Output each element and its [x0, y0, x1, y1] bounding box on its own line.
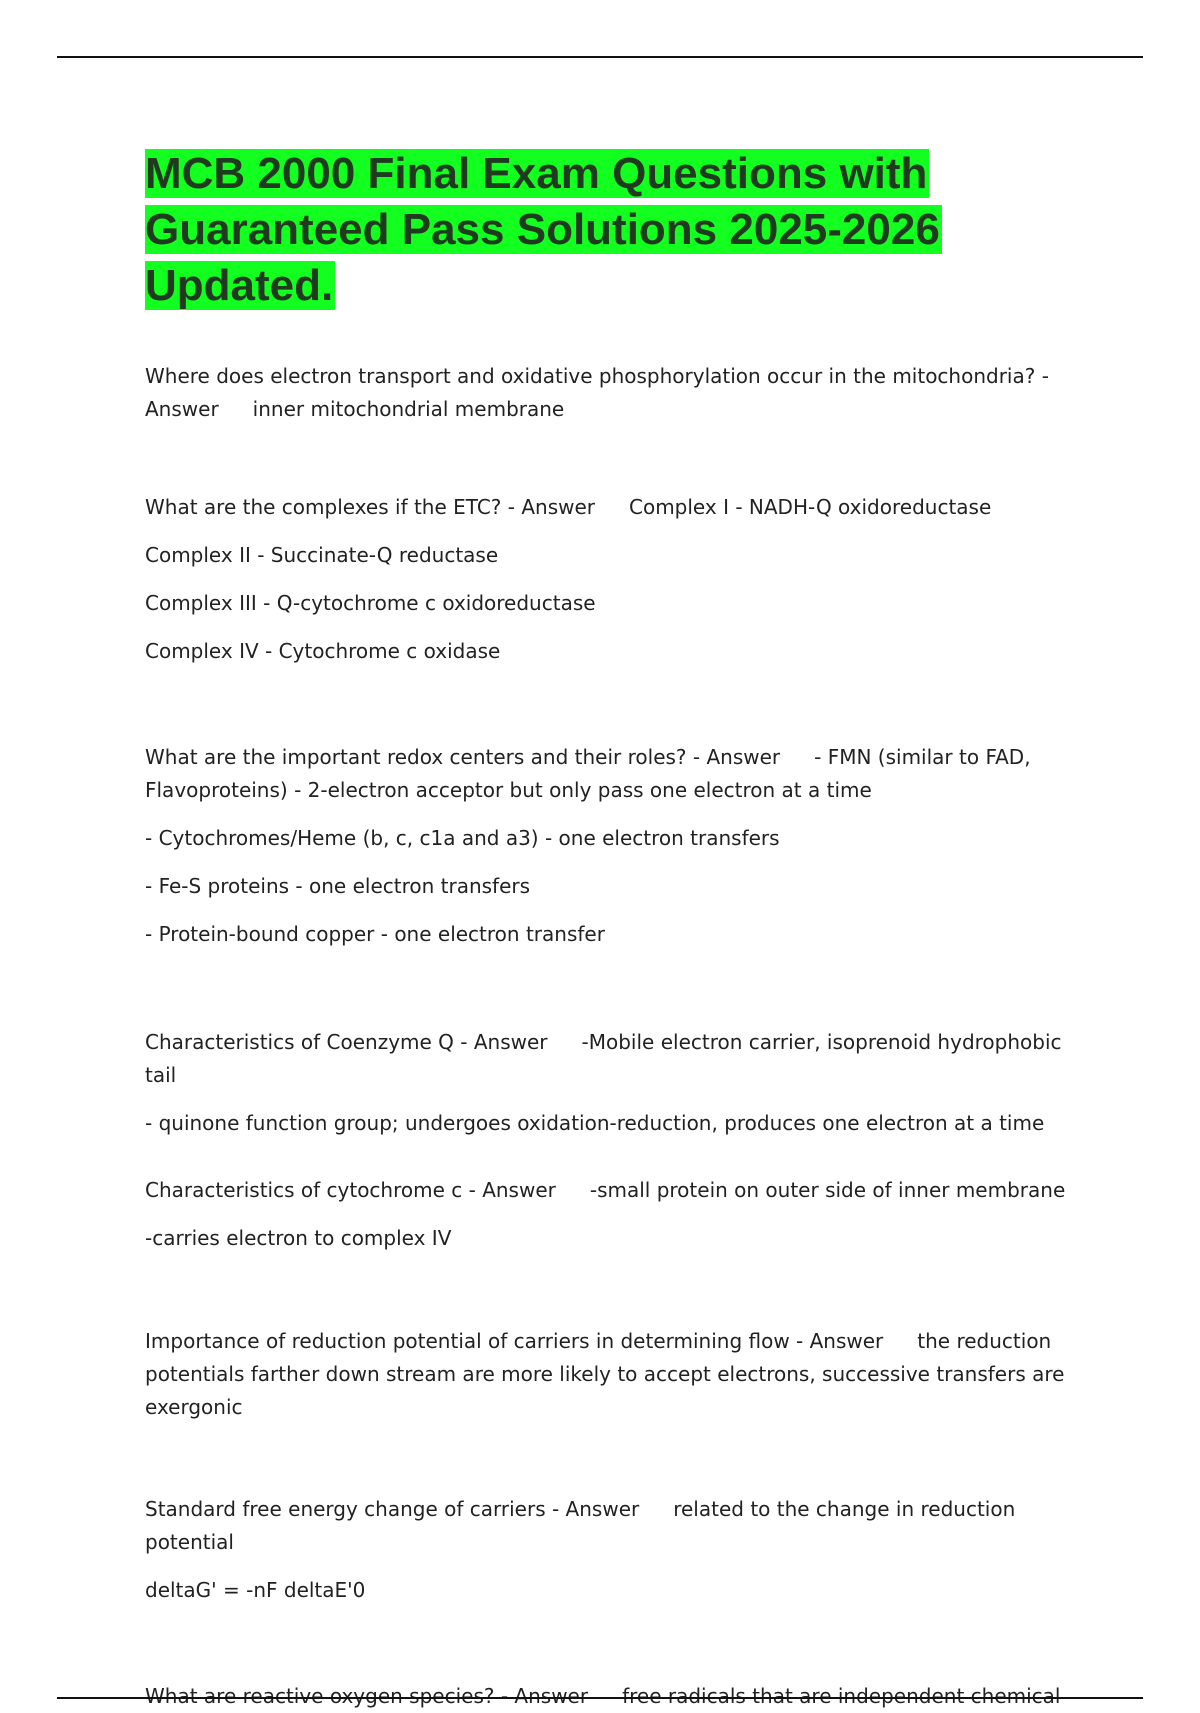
question-text: Standard free energy change of carriers - Answer — [145, 1497, 640, 1521]
question-text: Importance of reduction potential of carriers in determining flow - Answer — [145, 1329, 884, 1353]
answer-text: the reduction potentials farther down stream are more likely to accept electrons, successive transfers are exergonic — [145, 1329, 1065, 1419]
qa-paragraph — [145, 491, 991, 524]
question-text: Characteristics of Coenzyme Q - Answer — [145, 1030, 548, 1054]
qa-item-1 — [145, 360, 1090, 426]
qa-paragraph — [145, 1493, 1090, 1559]
question-text: What are reactive oxygen species? - Answer — [145, 1684, 589, 1708]
answer-line: - Cytochromes/Heme (b, c, c1a and a3) - one electron transfers — [145, 826, 780, 850]
document-body — [145, 146, 1090, 1708]
qa-item-2 — [145, 491, 991, 668]
answer-text: Complex I - NADH-Q oxidoreductase — [629, 495, 992, 519]
answer-text: - FMN (similar to FAD, Flavoproteins) - 2-electron acceptor but only pass one electron at a time — [145, 745, 1031, 802]
answer-line: - Protein-bound copper - one electron transfer — [145, 922, 605, 946]
answer-line: deltaG' = -nF deltaE'0 — [145, 1578, 366, 1602]
bottom-rule — [57, 1697, 1143, 1699]
qa-item-5 — [145, 1174, 1065, 1255]
answer-text: inner mitochondrial membrane — [252, 397, 565, 421]
qa-item-6 — [145, 1325, 1090, 1424]
question-text: What are the complexes if the ETC? - Answer — [145, 495, 595, 519]
qa-item-3 — [145, 741, 1090, 951]
qa-paragraph — [145, 1325, 1090, 1424]
answer-text: related to the change in reduction potential — [145, 1497, 1016, 1554]
question-text: Characteristics of cytochrome c - Answer — [145, 1178, 556, 1202]
qa-item-7 — [145, 1493, 1090, 1607]
title-highlight: MCB 2000 Final Exam Questions with Guaranteed Pass Solutions 2025-2026 Updated. — [145, 149, 940, 310]
top-rule — [57, 56, 1143, 58]
qa-item-4 — [145, 1026, 1090, 1140]
answer-line: -carries electron to complex IV — [145, 1226, 452, 1250]
qa-paragraph — [145, 1174, 1065, 1207]
answer-text: free radicals that are independent chemical — [622, 1684, 1061, 1708]
answer-text: -small protein on outer side of inner membrane — [589, 1178, 1066, 1202]
page-title — [145, 146, 1090, 314]
question-text: Where does electron transport and oxidative phosphorylation occur in the mitochondria? - Answer — [145, 364, 1049, 421]
answer-text: -Mobile electron carrier, isoprenoid hydrophobic tail — [145, 1030, 1062, 1087]
answer-line: - Fe-S proteins - one electron transfers — [145, 874, 531, 898]
answer-line: Complex II - Succinate-Q reductase — [145, 543, 499, 567]
qa-paragraph — [145, 1026, 1090, 1092]
answer-line: - quinone function group; undergoes oxidation-reduction, produces one electron at a time — [145, 1111, 1045, 1135]
qa-paragraph — [145, 360, 1090, 426]
answer-line: Complex IV - Cytochrome c oxidase — [145, 639, 501, 663]
qa-paragraph — [145, 741, 1090, 807]
answer-line: Complex III - Q-cytochrome c oxidoreductase — [145, 591, 596, 615]
question-text: What are the important redox centers and their roles? - Answer — [145, 745, 781, 769]
